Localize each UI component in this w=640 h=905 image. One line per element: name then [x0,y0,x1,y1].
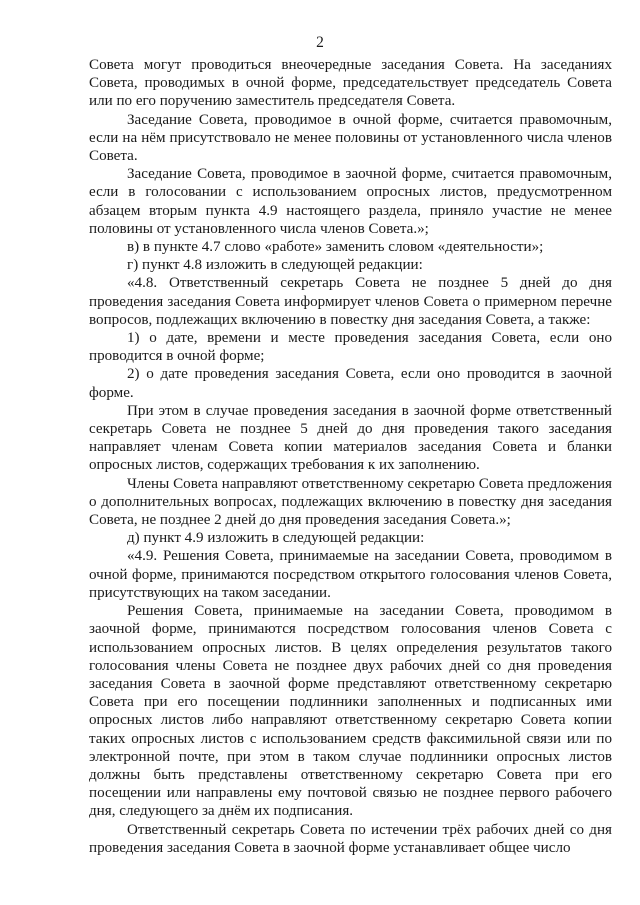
paragraph: д) пункт 4.9 изложить в следующей редакции: [127,530,425,547]
paragraph: Ответственный секретарь Совета по истечении трёх рабочих дней со дня проведения заседания Совета в заочной форме устанавливает общее число [89,821,612,856]
paragraph: Заседание Совета, проводимое в очной форме, считается правомочным, если на нём присутствовало не менее половины от установленного числа членов Совета. [89,111,612,165]
paragraph: Решения Совета, принимаемые на заседании Совета, проводимом в заочной форме, принимаются посредством голосования членов Совета с использованием опросных листов. В целях определения результатов такого голосования члены Совета не позднее двух рабочих дней со дня проведения заседания Совета в заочной форме представляют ответственному секретарю Совета при его посещении подлинники заполненных и подписанных ими опросных листов либо направляют ответственному секретарю Совета копии таких опросных листов с использованием средств факсимильной связи или по электронной почте, при этом в таком случае подлинники опросных листов должны быть представлены ответственному секретарю Совета при его посещении или направлены ему почтовой связью не позднее первого рабочего дня, следующего за днём их подписания. [89,603,612,820]
paragraph: г) пункт 4.8 изложить в следующей редакции: [127,257,423,274]
paragraph: в) в пункте 4.7 слово «работе» заменить словом «деятельности»; [127,239,544,256]
page-number: 2 [316,34,324,51]
paragraph: 2) о дате проведения заседания Совета, если оно проводится в заочной форме. [89,366,612,401]
paragraph: Заседание Совета, проводимое в заочной форме, считается правомочным, если в голосовании с использованием опросных листов, предусмотренном абзацем вторым пункта 4.9 настоящего раздела, приняло участие не менее половины от установленного числа членов Совета.»; [89,166,612,237]
paragraph: Совета могут проводиться внеочередные заседания Совета. На заседаниях Совета, проводимых в очной форме, председательствует председатель Совета или по его поручению заместитель председателя Совета. [89,57,612,110]
paragraph: «4.9. Решения Совета, принимаемые на заседании Совета, проводимом в очной форме, принимаются посредством открытого голосования членов Совета, присутствующих на таком заседании. [89,548,612,601]
document-body [89,56,612,857]
paragraph: Члены Совета направляют ответственному секретарю Совета предложения о дополнительных вопросах, подлежащих включению в повестку дня заседания Совета, не позднее 2 дней до дня проведения заседания Совета.»; [89,475,612,529]
paragraph: «4.8. Ответственный секретарь Совета не позднее 5 дней до дня проведения заседания Совета информирует членов Совета о примерном перечне вопросов, подлежащих включению в повестку дня заседания Совета, а также: [89,275,612,328]
paragraph: 1) о дате, времени и месте проведения заседания Совета, если оно проводится в очной форме; [89,330,612,365]
paragraph: При этом в случае проведения заседания в заочной форме ответственный секретарь Совета не позднее 5 дней до дня проведения такого заседания направляет членам Совета копии материалов заседания Совета и бланки опросных листов, содержащих требования к их заполнению. [89,402,612,474]
